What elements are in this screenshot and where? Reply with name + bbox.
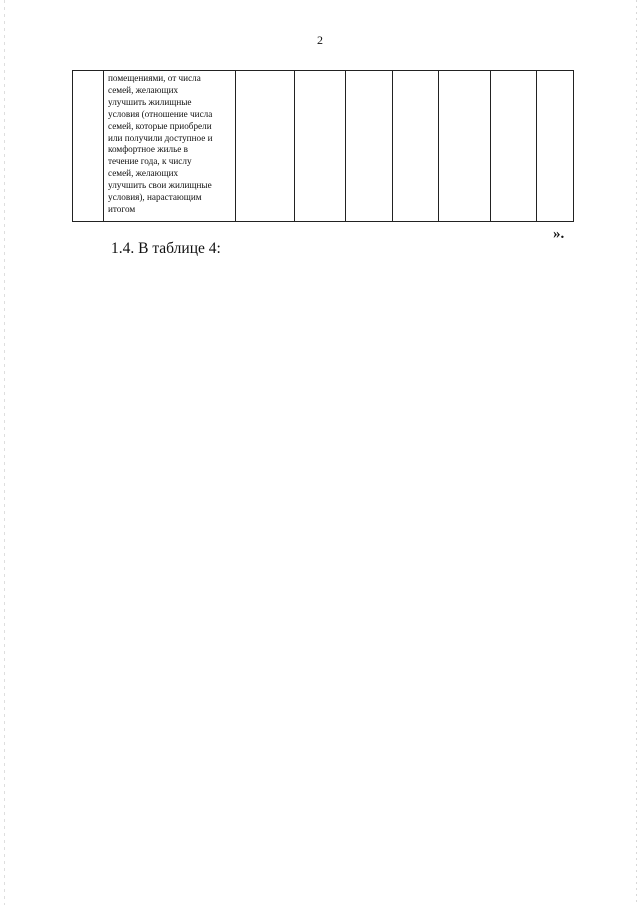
scan-edge-right: [636, 0, 637, 905]
section-paragraph: 1.4. В таблице 4:: [111, 240, 221, 257]
table-column-divider: [294, 71, 295, 221]
table-column-divider: [490, 71, 491, 221]
table-column-divider: [392, 71, 393, 221]
table-fragment: [72, 70, 574, 222]
scan-edge-left: [4, 0, 5, 905]
indicator-description-cell: помещениями, от числа семей, желающих улучшить жилищные условия (отношение числа семей, которые приобрели или получили доступное и комфортное жилье в течение года, к числу семей, желающих улучшить свои жилищные условия), нарастающим итогом: [108, 73, 213, 214]
table-column-divider: [438, 71, 439, 221]
table-column-divider: [103, 71, 104, 221]
closing-quote: ».: [553, 226, 565, 242]
table-column-divider: [536, 71, 537, 221]
page-number: 2: [317, 33, 323, 47]
table-column-divider: [345, 71, 346, 221]
